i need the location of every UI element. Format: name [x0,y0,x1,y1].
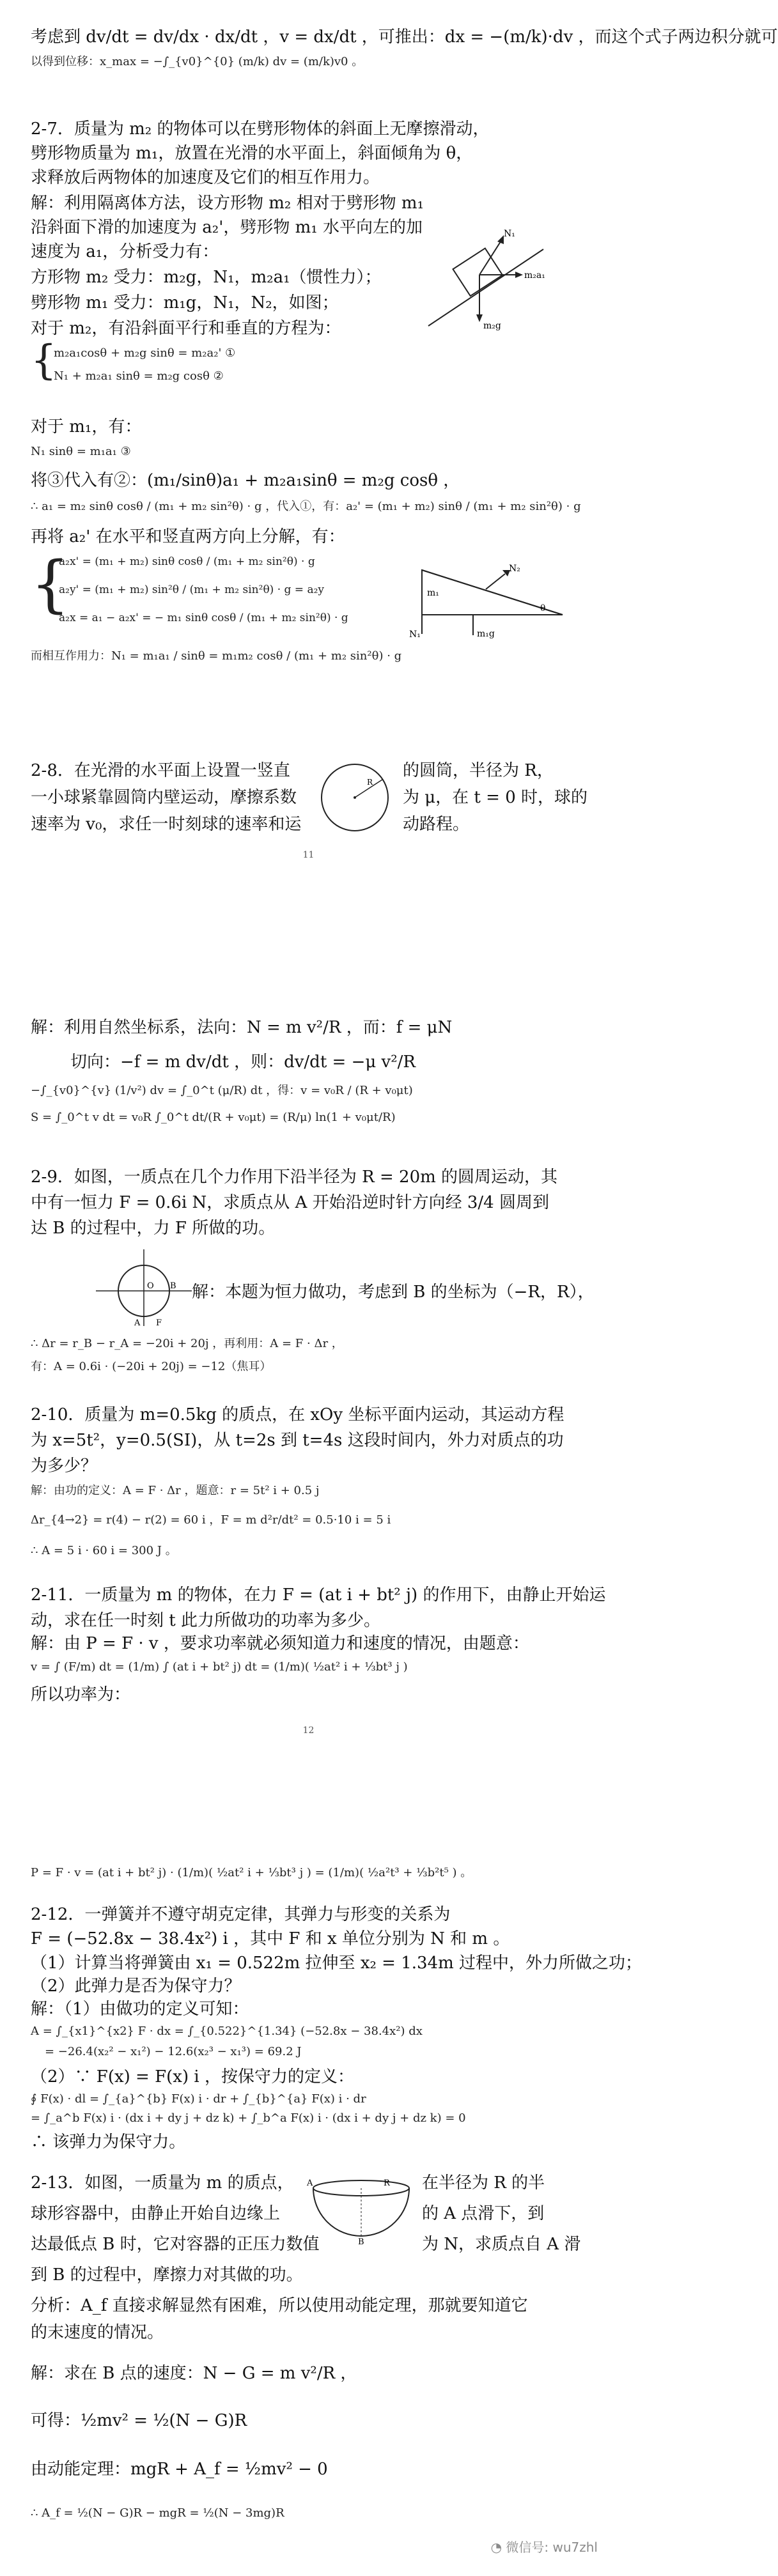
text-line: 对于 m₂，有沿斜面平行和垂直的方程为： [31,319,341,338]
text-line: 再将 a₂' 在水平和竖直两方向上分解，有： [31,527,345,546]
svg-text:θ: θ [540,603,546,613]
text-line: 的 A 点滑下，到 [422,2204,545,2223]
block-force-diagram [422,211,550,332]
text-line: 分析：A_f 直接求解显然有困难，所以使用动能定理，那就要知道它 [31,2296,528,2315]
text-line: 沿斜面下滑的加速度为 a₂'，劈形物 m₁ 水平向左的加 [31,218,423,237]
svg-text:R: R [367,778,373,787]
math-line: 以得到位移：x_max = −∫_{v0}^{0} (m/k) dv = (m/k)v0 。 [31,55,364,68]
text-line: 达最低点 B 时，它对容器的正压力数值 [31,2235,320,2254]
svg-text:B: B [170,1281,176,1291]
text-line: 的圆筒，半径为 R， [403,761,554,780]
math-line: ∴ a₁ = m₂ sinθ cosθ / (m₁ + m₂ sin²θ) · g ，代入①，有：a₂' = (m₁ + m₂) sinθ / (m₁ + m₂ sin²θ) · g [31,500,581,513]
equation-4: a₂x' = (m₁ + m₂) sinθ cosθ / (m₁ + m₂ sin²θ) · g [59,555,315,568]
svg-text:F: F [156,1318,162,1328]
equation-2: N₁ + m₂a₁ sinθ = m₂g cosθ ② [54,369,224,383]
text-line: 解：利用隔离体方法，设方形物 m₂ 相对于劈形物 m₁ [31,194,424,213]
math-line: ∴ A_f = ½(N − G)R − mgR = ½(N − 3mg)R [31,2506,284,2520]
watermark-text: 微信号: wu7zhl [506,2540,598,2555]
text-line: 考虑到 dv/dt = dv/dx · dx/dt ，v = dx/dt ，可推出：dx = −(m/k)·dv ，而这个式子两边积分就可 [31,27,778,47]
text-line: 劈形物 m₁ 受力：m₁g，N₁，N₂，如图； [31,293,339,312]
page-number: 11 [302,850,315,860]
cylinder-diagram [313,759,396,836]
problem-title-2-7: 2-7．质量为 m₂ 的物体可以在劈形物体的斜面上无摩擦滑动， [31,120,490,139]
text-line: 的末速度的情况。 [31,2323,164,2342]
problem-title-2-11: 2-11．一质量为 m 的物体，在力 F = (at i + bt² j) 的作用下，由静止开始运 [31,1585,606,1605]
math-line: v = ∫ (F/m) dt = (1/m) ∫ (at i + bt² j) dt = (1/m)( ½at² i + ⅓bt³ j ) [31,1660,408,1674]
wedge-force-diagram [409,551,575,640]
math-line: Δr_{4→2} = r(4) − r(2) = 60 i ，F = m d²r/dt² = 0.5·10 i = 5 i [31,1513,391,1527]
math-line: S = ∫_0^t v dt = v₀R ∫_0^t dt/(R + v₀μt) = (R/μ) ln(1 + v₀μt/R) [31,1111,396,1124]
text-line: 所以功率为： [31,1685,131,1704]
svg-text:R: R [384,2179,390,2188]
text-line: ∴ 该弹力为保守力。 [31,2133,186,2152]
problem-title-2-12: 2-12．一弹簧并不遵守胡克定律，其弹力与形变的关系为 [31,1905,451,1924]
text-line: 劈形物质量为 m₁，放置在光滑的水平面上，斜面倾角为 θ， [31,144,473,163]
svg-text:m₁: m₁ [427,588,439,598]
text-line: 对于 m₁，有： [31,417,142,436]
text-line: 为 N，求质点自 A 滑 [422,2235,581,2254]
math-line: −∫_{v0}^{v} (1/v²) dv = ∫_0^t (μ/R) dt ，得：v = v₀R / (R + v₀μt) [31,1084,413,1097]
text-line: 切向：−f = m dv/dt ，则：dv/dt = −μ v²/R [70,1053,416,1072]
text-line: 可得：½mv² = ½(N − G)R [31,2411,247,2430]
svg-text:N₂: N₂ [509,564,520,574]
text-line: 将③代入有②：(m₁/sinθ)a₁ + m₂a₁sinθ = m₂g cosθ ， [31,471,460,490]
text-line: 到 B 的过程中，摩擦力对其做的功。 [31,2265,303,2285]
text-line: 为 x=5t²，y=0.5(SI)，从 t=2s 到 t=4s 这段时间内，外力对质点的功 [31,1431,564,1450]
math-line: A = ∫_{x1}^{x2} F · dx = ∫_{0.522}^{1.34} (−52.8x − 38.4x²) dx [31,2025,423,2038]
text-line: 一小球紧靠圆筒内壁运动，摩擦系数 [31,788,297,807]
brace: { [31,548,70,620]
math-line: = −26.4(x₂² − x₁²) − 12.6(x₂³ − x₁³) = 69.2 J [45,2045,302,2058]
math-line: ∮ F(x) · dl = ∫_{a}^{b} F(x) i · dr + ∫_{b}^{a} F(x) i · dr [31,2092,366,2106]
text-line: 达 B 的过程中，力 F 所做的功。 [31,1219,276,1238]
text-line: 方形物 m₂ 受力：m₂g，N₁，m₂a₁（惯性力）； [31,268,382,287]
wechat-icon: ◔ [490,2540,506,2555]
equation-3: N₁ sinθ = m₁a₁ ③ [31,445,131,458]
text-line: （1）计算当将弹簧由 x₁ = 0.522m 拉伸至 x₂ = 1.34m 过程中，外力所做之功； [31,1954,642,1973]
svg-text:N₁: N₁ [409,629,421,640]
svg-text:m₂g: m₂g [483,321,501,331]
equation-1: m₂a₁cosθ + m₂g sinθ = m₂a₂' ① [54,346,236,360]
text-line: 中有一恒力 F = 0.6i N，求质点从 A 开始沿逆时针方向经 3/4 圆周到 [31,1193,549,1212]
svg-text:B: B [358,2237,364,2247]
problem-title-2-10: 2-10．质量为 m=0.5kg 的质点，在 xOy 坐标平面内运动，其运动方程 [31,1405,564,1424]
text-line: 速率为 v₀，求任一时刻球的速率和运 [31,815,302,834]
math-line: 而相互作用力：N₁ = m₁a₁ / sinθ = m₁m₂ cosθ / (m₁ + m₂ sin²θ) · g [31,649,402,663]
math-line: P = F · v = (at i + bt² j) · (1/m)( ½at² i + ⅓bt³ j ) = (1/m)( ½a²t³ + ⅓b²t⁵ ) 。 [31,1866,472,1879]
text-line: 球形容器中，由静止开始自边缘上 [31,2204,281,2223]
text-line: 解：利用自然坐标系，法向：N = m v²/R ，而：f = μN [31,1018,453,1037]
text-line: （2）∵ F(x) = F(x) i ，按保守力的定义： [31,2067,354,2086]
svg-text:O: O [147,1281,154,1291]
svg-text:A: A [307,2179,313,2188]
math-line: ∴ A = 5 i · 60 i = 300 J 。 [31,1544,177,1557]
problem-title-2-13: 2-13．如图，一质量为 m 的质点， [31,2173,294,2193]
text-line: 动路程。 [403,815,470,834]
brace: { [31,337,57,384]
text-line: 在半径为 R 的半 [422,2173,545,2193]
text-line: 为多少？ [31,1456,98,1476]
problem-title-2-8: 2-8．在光滑的水平面上设置一竖直 [31,761,290,780]
text-line: （2）此弹力是否为保守力？ [31,1977,241,1996]
math-line: 有：A = 0.6i · (−20i + 20j) = −12（焦耳） [31,1360,272,1373]
equation-6: a₂x = a₁ − a₂x' = − m₁ sinθ cosθ / (m₁ + m₂ sin²θ) · g [59,612,348,624]
svg-text:N₁: N₁ [504,229,515,239]
text-line: 速度为 a₁，分析受力有： [31,242,219,261]
text-line: F = (−52.8x − 38.4x²) i ，其中 F 和 x 单位分别为 N 和 m 。 [31,1929,510,1948]
problem-title-2-9: 2-9．如图，一质点在几个力作用下沿半径为 R = 20m 的圆周运动，其 [31,1168,558,1187]
svg-text:m₁g: m₁g [477,629,495,639]
text-line: 为 μ，在 t = 0 时，球的 [403,788,587,807]
text-line: 解：（1）由做功的定义可知： [31,2000,249,2019]
math-line: = ∫_a^b F(x) i · (dx i + dy j + dz k) + ∫_b^a F(x) i · (dx i + dy j + dz k) = 0 [31,2111,466,2125]
watermark [491,2537,598,2556]
text-line: 解：求在 B 点的速度：N − G = m v²/R ， [31,2364,357,2383]
text-line: 解：本题为恒力做功，考虑到 B 的坐标为（−R，R）， [192,1283,595,1302]
text-line: 解：由 P = F · v ，要求功率就必须知道力和速度的情况，由题意： [31,1634,529,1653]
text-line: 动，求在任一时刻 t 此力所做功的功率为多少。 [31,1611,380,1630]
math-line: 解：由功的定义：A = F · Δr ，题意：r = 5t² i + 0.5 j [31,1484,320,1497]
circle-path-diagram [89,1246,198,1329]
svg-text:m₂a₁: m₂a₁ [524,270,545,281]
hemisphere-diagram [307,2169,416,2246]
text-line: 求释放后两物体的加速度及它们的相互作用力。 [31,168,380,187]
page-number: 12 [302,1725,315,1736]
text-line: 由动能定理：mgR + A_f = ½mv² − 0 [31,2460,328,2479]
svg-text:A: A [134,1318,141,1328]
math-line: ∴ Δr = r_B − r_A = −20i + 20j ，再利用：A = F · Δr ， [31,1337,343,1350]
equation-5: a₂y' = (m₁ + m₂) sin²θ / (m₁ + m₂ sin²θ) · g = a₂y [59,583,325,596]
